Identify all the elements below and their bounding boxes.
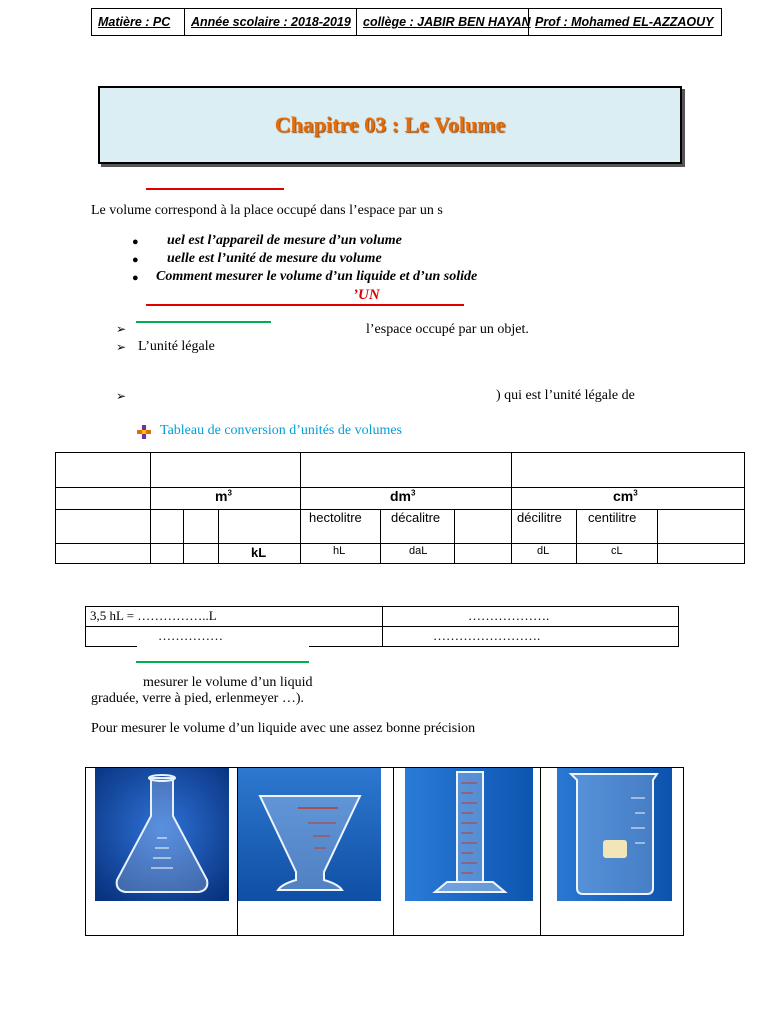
sub-hectolitre: hectolitre xyxy=(309,510,362,525)
exercise-row1-left: 3,5 hL = ……………..L xyxy=(90,608,217,623)
table-heading: Tableau de conversion d’unités de volumes xyxy=(160,423,403,438)
exercise-row1-right: ………………. xyxy=(468,608,550,623)
point-1: l’espace occupé par un objet. xyxy=(366,322,529,337)
chapter-title-box xyxy=(98,86,682,164)
header-college: collège : JABIR BEN HAYAN xyxy=(357,9,529,35)
sub-decalitre: décalitre xyxy=(391,510,441,525)
sub-decilitre: décilitre xyxy=(517,510,562,525)
question-2: uelle est l’unité de mesure du volume xyxy=(167,251,382,266)
beaker-image xyxy=(557,768,672,901)
header-teacher: Prof : Mohamed EL-AZZAOUY xyxy=(535,15,714,29)
intro-text: Le volume correspond à la place occupé dans l’espace par un s xyxy=(91,203,443,218)
abbr-kl: kL xyxy=(251,545,267,560)
arrow-bullet-icon: ➢ xyxy=(116,389,127,403)
liquid-text-2: graduée, verre à pied, erlenmeyer …). xyxy=(91,691,304,706)
header-school-year: Année scolaire : 2018-2019 xyxy=(185,9,357,35)
erlenmeyer-flask-image xyxy=(95,768,229,901)
graduated-cylinder-image xyxy=(405,768,533,901)
unit-cm3: $cm^3$ xyxy=(613,488,638,504)
red-section-line xyxy=(146,304,464,306)
header-table xyxy=(91,8,722,36)
question-1: uel est l’appareil de mesure d’un volume xyxy=(167,233,402,248)
green-underline xyxy=(136,321,271,323)
conversion-table xyxy=(55,452,745,564)
arrow-bullet-icon: ➢ xyxy=(116,322,127,336)
bullet-icon: ● xyxy=(132,236,139,248)
bullet-icon: ● xyxy=(132,254,139,266)
exercise-row2-right: ……………………. xyxy=(433,628,541,643)
red-underline xyxy=(146,188,284,190)
unit-m3: $m^3$ xyxy=(215,488,232,504)
arrow-bullet-icon: ➢ xyxy=(116,340,127,354)
question-3: Comment mesurer le volume d’un liquide et d’un solide xyxy=(156,269,478,284)
abbr-hl: hL xyxy=(333,545,346,557)
header-subject: Matière : PC xyxy=(92,9,185,35)
green-underline-2 xyxy=(136,661,309,663)
point-2: L’unité légale xyxy=(138,339,215,354)
abbr-dal: daL xyxy=(409,545,428,557)
liquid-text-1: mesurer le volume d’un liquid xyxy=(143,675,313,690)
precision-text: Pour mesurer le volume d’un liquide avec une assez bonne précision xyxy=(91,721,476,736)
point-3: ) qui est l’unité légale de xyxy=(496,388,635,403)
exercise-row2-left: …………… xyxy=(158,628,223,643)
unit-dm3: $dm^3$ xyxy=(390,488,416,504)
section-heading-fragment: ’UN xyxy=(353,287,380,303)
plus-icon xyxy=(137,425,151,439)
abbr-cl: cL xyxy=(611,545,623,557)
abbr-dl: dL xyxy=(537,545,550,557)
bullet-icon: ● xyxy=(132,272,139,284)
sub-centilitre: centilitre xyxy=(588,510,637,525)
chapter-title: Chapitre 03 : Le Volume xyxy=(274,112,506,137)
conical-measuring-glass-image xyxy=(238,768,381,901)
